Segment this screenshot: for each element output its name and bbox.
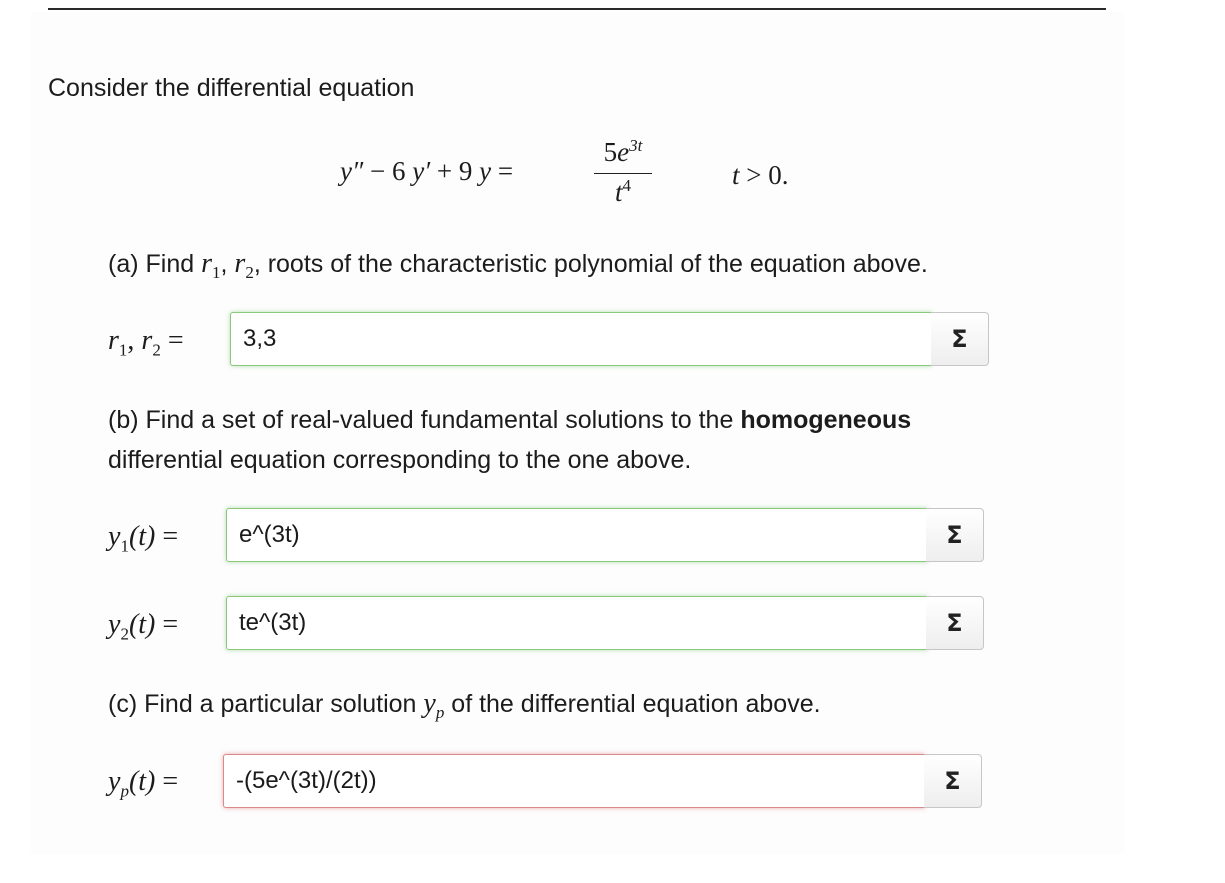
part-b-prompt-line1: (b) Find a set of real-valued fundamental solutions to the homogeneous	[108, 406, 912, 434]
intro-text: Consider the differential equation	[48, 74, 415, 102]
roots-label: $r_1$, $r_2$ =	[108, 325, 184, 360]
equation-lhs: y″ − 6 y′ + 9 y =	[340, 156, 514, 186]
fraction-bar	[594, 173, 652, 174]
part-b-prompt-line2: differential equation corresponding to the one above.	[108, 446, 692, 474]
part-a-prompt: (a) Find $r_1$, $r_2$, roots of the characteristic polynomial of the equation above.	[108, 248, 928, 282]
equation-condition: t > 0.	[732, 160, 789, 190]
top-divider	[48, 8, 1106, 10]
fraction-numerator: $5e^{3t}$	[603, 136, 643, 167]
yp-label: $y_p(t)$ =	[108, 766, 179, 801]
y2-label: $y_2(t)$ =	[108, 609, 179, 644]
equation-fraction	[592, 133, 654, 208]
sigma-icon[interactable]: Σ	[931, 312, 989, 366]
y1-input[interactable]	[226, 508, 928, 562]
sigma-icon[interactable]: Σ	[926, 508, 984, 562]
part-c-prompt: (c) Find a particular solution $y_p$ of the differential equation above.	[108, 688, 821, 722]
sigma-icon[interactable]: Σ	[926, 596, 984, 650]
fraction-denominator: $t^4$	[614, 176, 631, 207]
y2-input[interactable]	[226, 596, 928, 650]
sigma-icon[interactable]: Σ	[924, 754, 982, 808]
yp-input[interactable]	[223, 754, 925, 808]
y1-label: $y_1(t)$ =	[108, 521, 179, 556]
roots-input[interactable]	[230, 312, 932, 366]
